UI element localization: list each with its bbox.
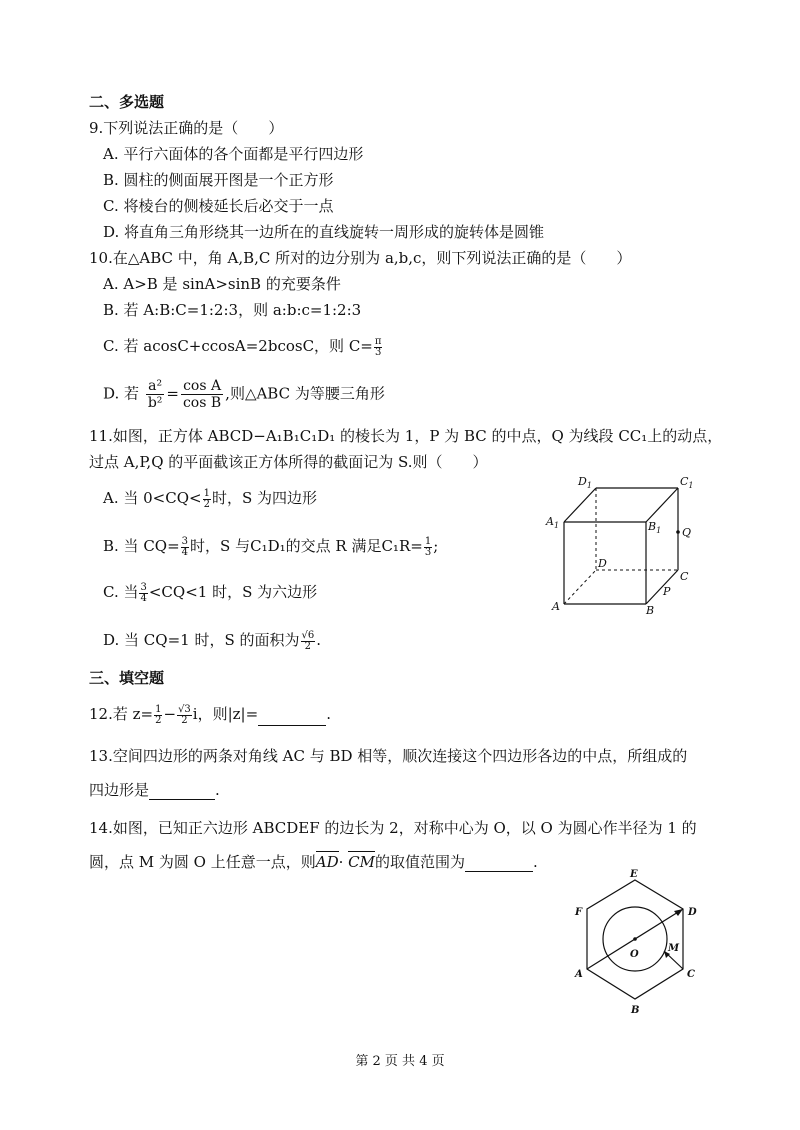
q10-d-right-fraction [181,378,223,411]
q11-b-fraction2 [424,537,432,558]
q11-a-post: 时，S 为四边形 [211,489,318,507]
q10-d-left-fraction [146,378,165,411]
q12-end: . [326,705,331,723]
label-f: F [575,907,583,918]
q10-c-num: π [374,335,382,347]
q11-option-b [103,536,438,558]
label-q: Q [682,526,692,539]
q12 [89,704,331,726]
q13-end: . [215,781,220,799]
q11-option-c [103,582,317,604]
q10-c-den: 3 [374,346,382,358]
section-multi-choice: 二、多选题 [89,93,165,111]
q10-d-post: ,则△ABC 为等腰三角形 [225,384,385,403]
q12-fraction2 [177,705,192,726]
q9-stem: 9.下列说法正确的是（ ） [89,119,284,137]
q11-d-pre: D. 当 CQ=1 时，S 的面积为 [103,631,300,649]
q14-line2 [89,852,538,872]
arrowhead-ad-icon [674,909,683,916]
point-o [633,937,637,941]
edge-b1c1 [646,488,678,522]
label-b: B [631,1005,640,1015]
label-d1: $D_1$ [578,475,592,490]
q10-c-pre: C. 若 acosC+ccosA=2bcosC，则 C= [103,337,373,355]
q11-c-den: 4 [140,592,147,604]
q11-d-post: . [316,631,322,649]
label-a: A [552,600,560,613]
q11-a-fraction [203,489,211,510]
label-d: D [598,557,607,570]
q10-option-a: A. A>B 是 sinA>sinB 的充要条件 [103,275,341,293]
q12-num2: √3 [178,703,191,715]
q11-option-d [103,630,321,652]
label-a1: $A_1$ [546,515,560,530]
label-e: E [630,869,638,880]
q10-stem: 10.在△ABC 中，角 A,B,C 所对的边分别为 a,b,c，则下列说法正确的是（ ） [89,249,632,267]
q14-end: . [533,853,538,871]
q11-option-a [103,488,317,510]
label-p: P [663,585,671,598]
q10-d-eq: = [166,384,179,403]
q13-pre: 四边形是 [89,781,150,799]
cube-figure [540,470,710,615]
q11-c-pre: C. 当 [103,583,139,601]
q11-b-post: ; [433,537,439,555]
q12-answer-blank[interactable] [258,709,326,726]
q11-b-mid: 时，S 与C₁D₁的交点 R 满足C₁R= [190,537,423,555]
q10-d-lden: b² [147,395,163,411]
q14-vector-ad: AD [315,853,339,871]
q14-answer-blank[interactable] [465,855,533,872]
hexagon-figure [560,865,710,1015]
q9-option-c: C. 将棱台的侧棱延长后必交于一点 [103,197,334,215]
label-b: B [646,604,655,615]
q10-option-b: B. 若 A:B:C=1:2:3，则 a:b:c=1:2:3 [103,301,362,319]
q11-b-den2: 3 [424,546,432,558]
q12-den1: 2 [155,714,162,726]
q10-d-rden: cos B [182,395,222,411]
label-c: C [680,570,689,583]
q11-d-fraction [301,631,316,652]
q9-option-a: A. 平行六面体的各个面都是平行四边形 [103,145,364,163]
label-o: O [630,949,639,960]
q11-d-num: √6 [301,629,315,641]
page-footer: 第 2 页 共 4 页 [355,1054,445,1069]
edge-a1d1 [564,488,596,522]
edge-ad-hidden [564,570,596,604]
q10-option-d [103,378,385,411]
q12-num1: 1 [155,703,162,715]
q11-a-pre: A. 当 0<CQ< [103,489,202,507]
q12-fraction1 [154,705,162,726]
q14-dot: · [338,853,344,871]
q10-option-c [103,336,383,358]
q12-post: i，则|z|= [192,705,259,723]
q12-mid: − [163,705,177,723]
q9-option-b: B. 圆柱的侧面展开图是一个正方形 [103,171,334,189]
q11-b-pre: B. 当 CQ= [103,537,180,555]
q11-b-fraction1 [181,537,189,558]
q11-b-num2: 1 [424,535,432,547]
label-c1: $C_1$ [680,475,694,490]
q13-line1: 13.空间四边形的两条对角线 AC 与 BD 相等，顺次连接这个四边形各边的中点，所组成的 [89,747,688,765]
q11-stem-line1: 11.如图，正方体 ABCD−A₁B₁C₁D₁ 的棱长为 1，P 为 BC 的中点，Q 为线段 CC₁上的动点， [89,427,723,445]
label-c: C [687,969,695,980]
q10-d-pre: D. 若 [103,384,140,403]
label-b1: $B_1$ [648,520,662,535]
q10-d-rnum: cos A [181,378,223,395]
q11-c-post: <CQ<1 时，S 为六边形 [148,583,318,601]
q11-a-den: 2 [203,498,210,510]
q14-line1: 14.如图，已知正六边形 ABCDEF 的边长为 2，对称中心为 O，以 O 为圆心作半径为 1 的 [89,819,697,837]
q13-answer-blank[interactable] [149,783,215,800]
q12-den2: 2 [181,714,188,726]
q14-pre: 圆，点 M 为圆 O 上任意一点，则 [89,853,316,871]
label-m: M [668,943,680,954]
q14-post: 的取值范围为 [375,853,466,871]
q11-d-den: 2 [304,640,312,652]
q10-c-fraction [374,337,383,358]
edge-bc [646,570,678,604]
q11-b-num1: 3 [181,535,189,547]
q13-line2 [89,780,220,800]
section-fill-blank: 三、填空题 [89,669,165,687]
q11-b-den1: 4 [181,546,189,558]
q12-pre: 12.若 z= [89,705,154,723]
label-d: D [688,907,697,918]
q11-c-num: 3 [140,581,147,593]
point-q [676,530,680,534]
q11-c-fraction [139,583,147,604]
q11-stem-line2: 过点 A,P,Q 的平面截该正方体所得的截面记为 S.则（ ） [89,453,488,471]
label-a: A [575,969,583,980]
q14-vector-cm: CM [348,853,375,871]
q11-a-num: 1 [203,487,210,499]
q10-d-lnum: a² [146,378,165,395]
q9-option-d: D. 将直角三角形绕其一边所在的直线旋转一周形成的旋转体是圆锥 [103,223,545,241]
